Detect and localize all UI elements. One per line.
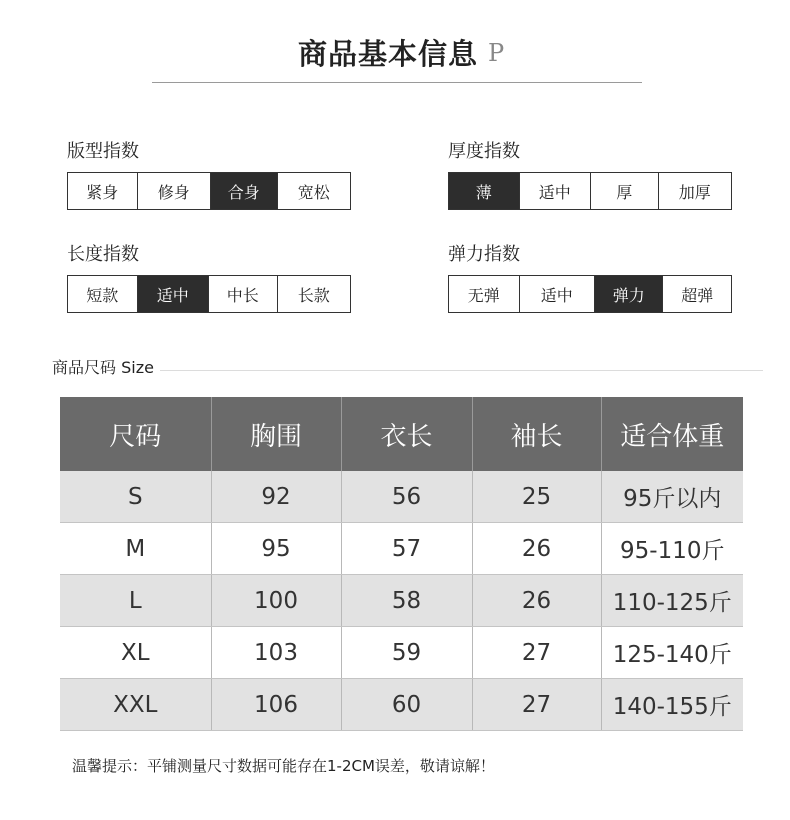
length-index-options — [67, 275, 351, 313]
size-table — [60, 397, 743, 731]
cell-chest: 95 — [211, 523, 341, 575]
header-sleeve: 袖长 — [472, 397, 601, 471]
cell-weight: 110-125斤 — [601, 575, 743, 627]
length-index-label: 长度指数 — [67, 244, 139, 265]
measurement-note: 温馨提示：平铺测量尺寸数据可能存在1-2CM误差，敬请谅解！ — [72, 757, 495, 775]
thickness-option: 薄 — [449, 173, 519, 209]
table-row — [60, 523, 743, 575]
fit-index — [67, 140, 351, 210]
cell-size: M — [60, 523, 211, 575]
cell-chest: 103 — [211, 627, 341, 679]
page-header — [298, 32, 504, 73]
cell-sleeve: 26 — [472, 523, 601, 575]
cell-length: 60 — [341, 679, 472, 731]
page-title: 商品基本信息 — [298, 37, 479, 71]
fit-option: 修身 — [137, 173, 210, 209]
cell-size: S — [60, 471, 211, 523]
fit-option: 宽松 — [277, 173, 350, 209]
cell-length: 58 — [341, 575, 472, 627]
cell-sleeve: 27 — [472, 627, 601, 679]
fit-option: 合身 — [210, 173, 277, 209]
thickness-option: 加厚 — [658, 173, 731, 209]
thickness-option: 厚 — [590, 173, 658, 209]
cell-size: L — [60, 575, 211, 627]
cell-chest: 100 — [211, 575, 341, 627]
elasticity-index-options — [448, 275, 732, 313]
size-section-divider — [160, 370, 763, 371]
cell-chest: 106 — [211, 679, 341, 731]
length-index — [67, 243, 351, 313]
length-option: 适中 — [137, 276, 209, 312]
cell-sleeve: 25 — [472, 471, 601, 523]
table-row — [60, 471, 743, 523]
cell-sleeve: 26 — [472, 575, 601, 627]
header-chest: 胸围 — [211, 397, 341, 471]
cell-weight: 95斤以内 — [601, 471, 743, 523]
cell-weight: 140-155斤 — [601, 679, 743, 731]
size-section-label: 商品尺码 Size — [52, 358, 154, 377]
cell-size: XL — [60, 627, 211, 679]
header-size: 尺码 — [60, 397, 211, 471]
title-divider — [152, 82, 642, 83]
thickness-index — [448, 140, 732, 210]
cell-weight: 95-110斤 — [601, 523, 743, 575]
header-length: 衣长 — [341, 397, 472, 471]
thickness-option: 适中 — [519, 173, 591, 209]
cell-weight: 125-140斤 — [601, 627, 743, 679]
cell-length: 57 — [341, 523, 472, 575]
brand-logo: P — [488, 38, 505, 67]
header-weight: 适合体重 — [601, 397, 743, 471]
cell-size: XXL — [60, 679, 211, 731]
fit-index-options — [67, 172, 351, 210]
length-option: 短款 — [86, 285, 119, 305]
length-option: 中长 — [208, 276, 277, 312]
elasticity-index — [448, 243, 732, 313]
thickness-index-label: 厚度指数 — [448, 141, 520, 162]
table-row — [60, 679, 743, 731]
elasticity-option: 适中 — [519, 276, 594, 312]
fit-index-label: 版型指数 — [67, 141, 139, 162]
cell-chest: 92 — [211, 471, 341, 523]
table-row — [60, 627, 743, 679]
cell-length: 59 — [341, 627, 472, 679]
cell-sleeve: 27 — [472, 679, 601, 731]
table-row — [60, 575, 743, 627]
cell-length: 56 — [341, 471, 472, 523]
elasticity-index-label: 弹力指数 — [448, 244, 520, 265]
elasticity-option: 无弹 — [467, 285, 500, 305]
length-option: 长款 — [277, 276, 350, 312]
elasticity-option: 弹力 — [594, 276, 663, 312]
fit-option: 紧身 — [86, 182, 119, 202]
elasticity-option: 超弹 — [662, 276, 731, 312]
thickness-index-options — [448, 172, 732, 210]
size-table-header-row — [60, 397, 743, 471]
